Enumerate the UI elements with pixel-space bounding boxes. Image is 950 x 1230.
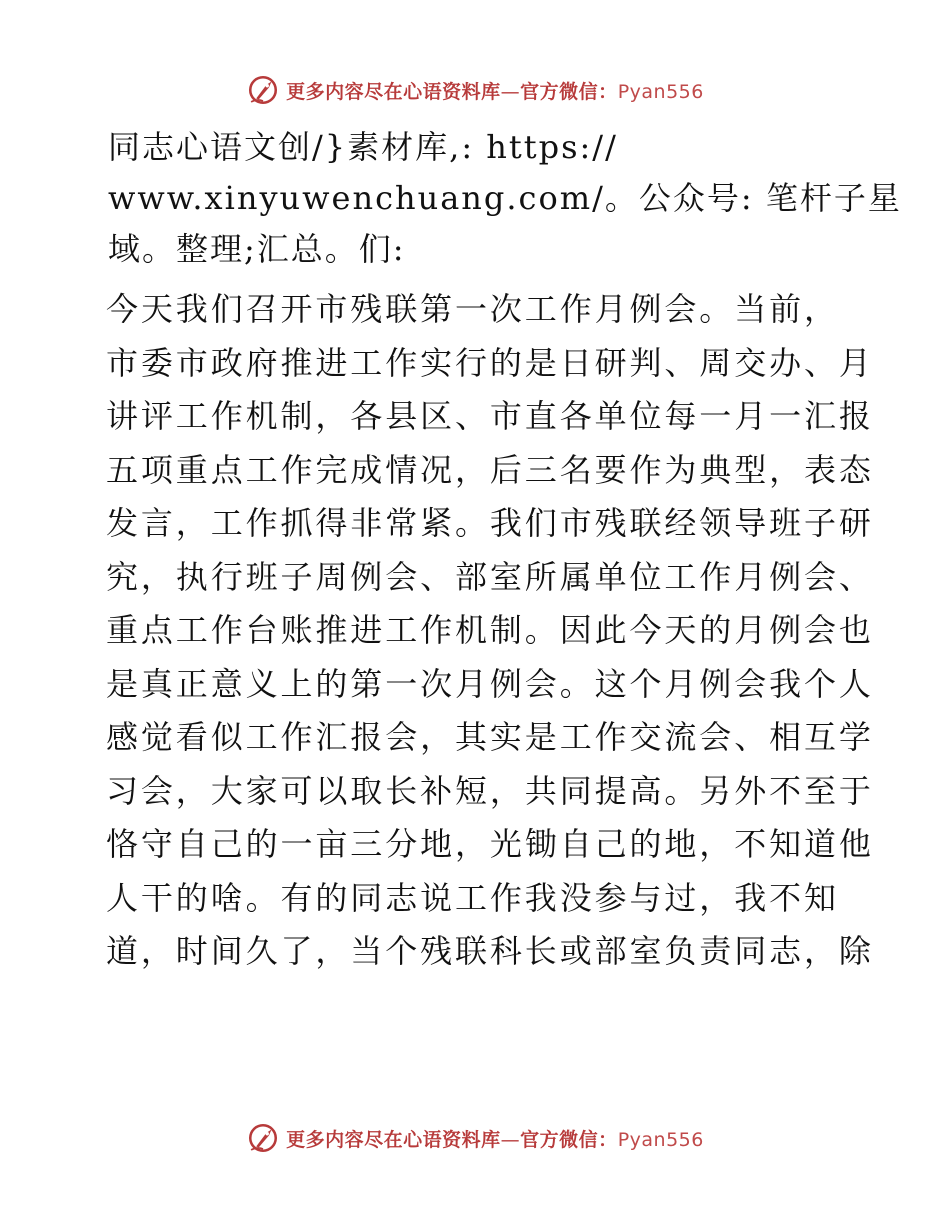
text-line: www.xinyuwenchuang.com/。公众号: 笔杆子星: [108, 179, 902, 217]
text-line: 讲评工作机制，各县区、市直各单位每一月一汇报: [106, 397, 874, 435]
text-line: 感觉看似工作汇报会，其实是工作交流会、相互学: [106, 718, 874, 756]
document-body: [96, 122, 902, 979]
text-line: 恪守自己的一亩三分地，光锄自己的地，不知道他: [106, 825, 874, 863]
speech-paragraph: [96, 283, 874, 979]
text-line: 人干的啥。有的同志说工作我没参与过，我不知: [106, 878, 839, 917]
text-line: 是真正意义上的第一次月例会。这个月例会我个人: [106, 664, 874, 703]
banner-text: [286, 77, 704, 104]
text-line: 究，执行班子周例会、部室所属单位工作月例会、: [106, 557, 874, 596]
banner-text: [286, 1125, 704, 1152]
text-line: 发言，工作抓得非常紧。我们市残联经领导班子研: [106, 504, 874, 542]
pen-nib-logo-icon: [246, 1121, 280, 1155]
text-line: 重点工作台账推进工作机制。因此今天的月例会也: [106, 611, 874, 649]
banner-official-label: 官方微信：: [520, 80, 618, 103]
text-line: 习会，大家可以取长补短，共同提高。另外不至于: [106, 771, 874, 810]
text-line: 五项重点工作完成情况，后三名要作为典型，表态: [106, 450, 874, 489]
banner-main-text: 更多内容尽在心语资料库: [286, 1128, 501, 1151]
banner-wechat-id: Pyan556: [617, 80, 704, 103]
intro-paragraph: [96, 122, 902, 275]
text-line: 道，时间久了，当个残联科长或部室负责同志，除: [106, 932, 874, 970]
banner-main-text: 更多内容尽在心语资料库: [286, 80, 501, 103]
text-line: 市委市政府推进工作实行的是日研判、周交办、月: [106, 343, 874, 382]
banner-official-label: 官方微信：: [520, 1128, 618, 1151]
pen-nib-logo-icon: [246, 73, 280, 107]
text-line: 域。整理;汇总。们:: [108, 230, 406, 268]
banner-dash: —: [500, 80, 521, 103]
footer-banner: [0, 1118, 950, 1158]
header-banner: [0, 70, 950, 110]
text-line: 今天我们召开市残联第一次工作月例会。当前，: [106, 290, 839, 328]
banner-wechat-id: Pyan556: [617, 1128, 704, 1151]
text-line: 同志心语文创/}素材库,: https://: [108, 128, 618, 166]
banner-dash: —: [500, 1128, 521, 1151]
